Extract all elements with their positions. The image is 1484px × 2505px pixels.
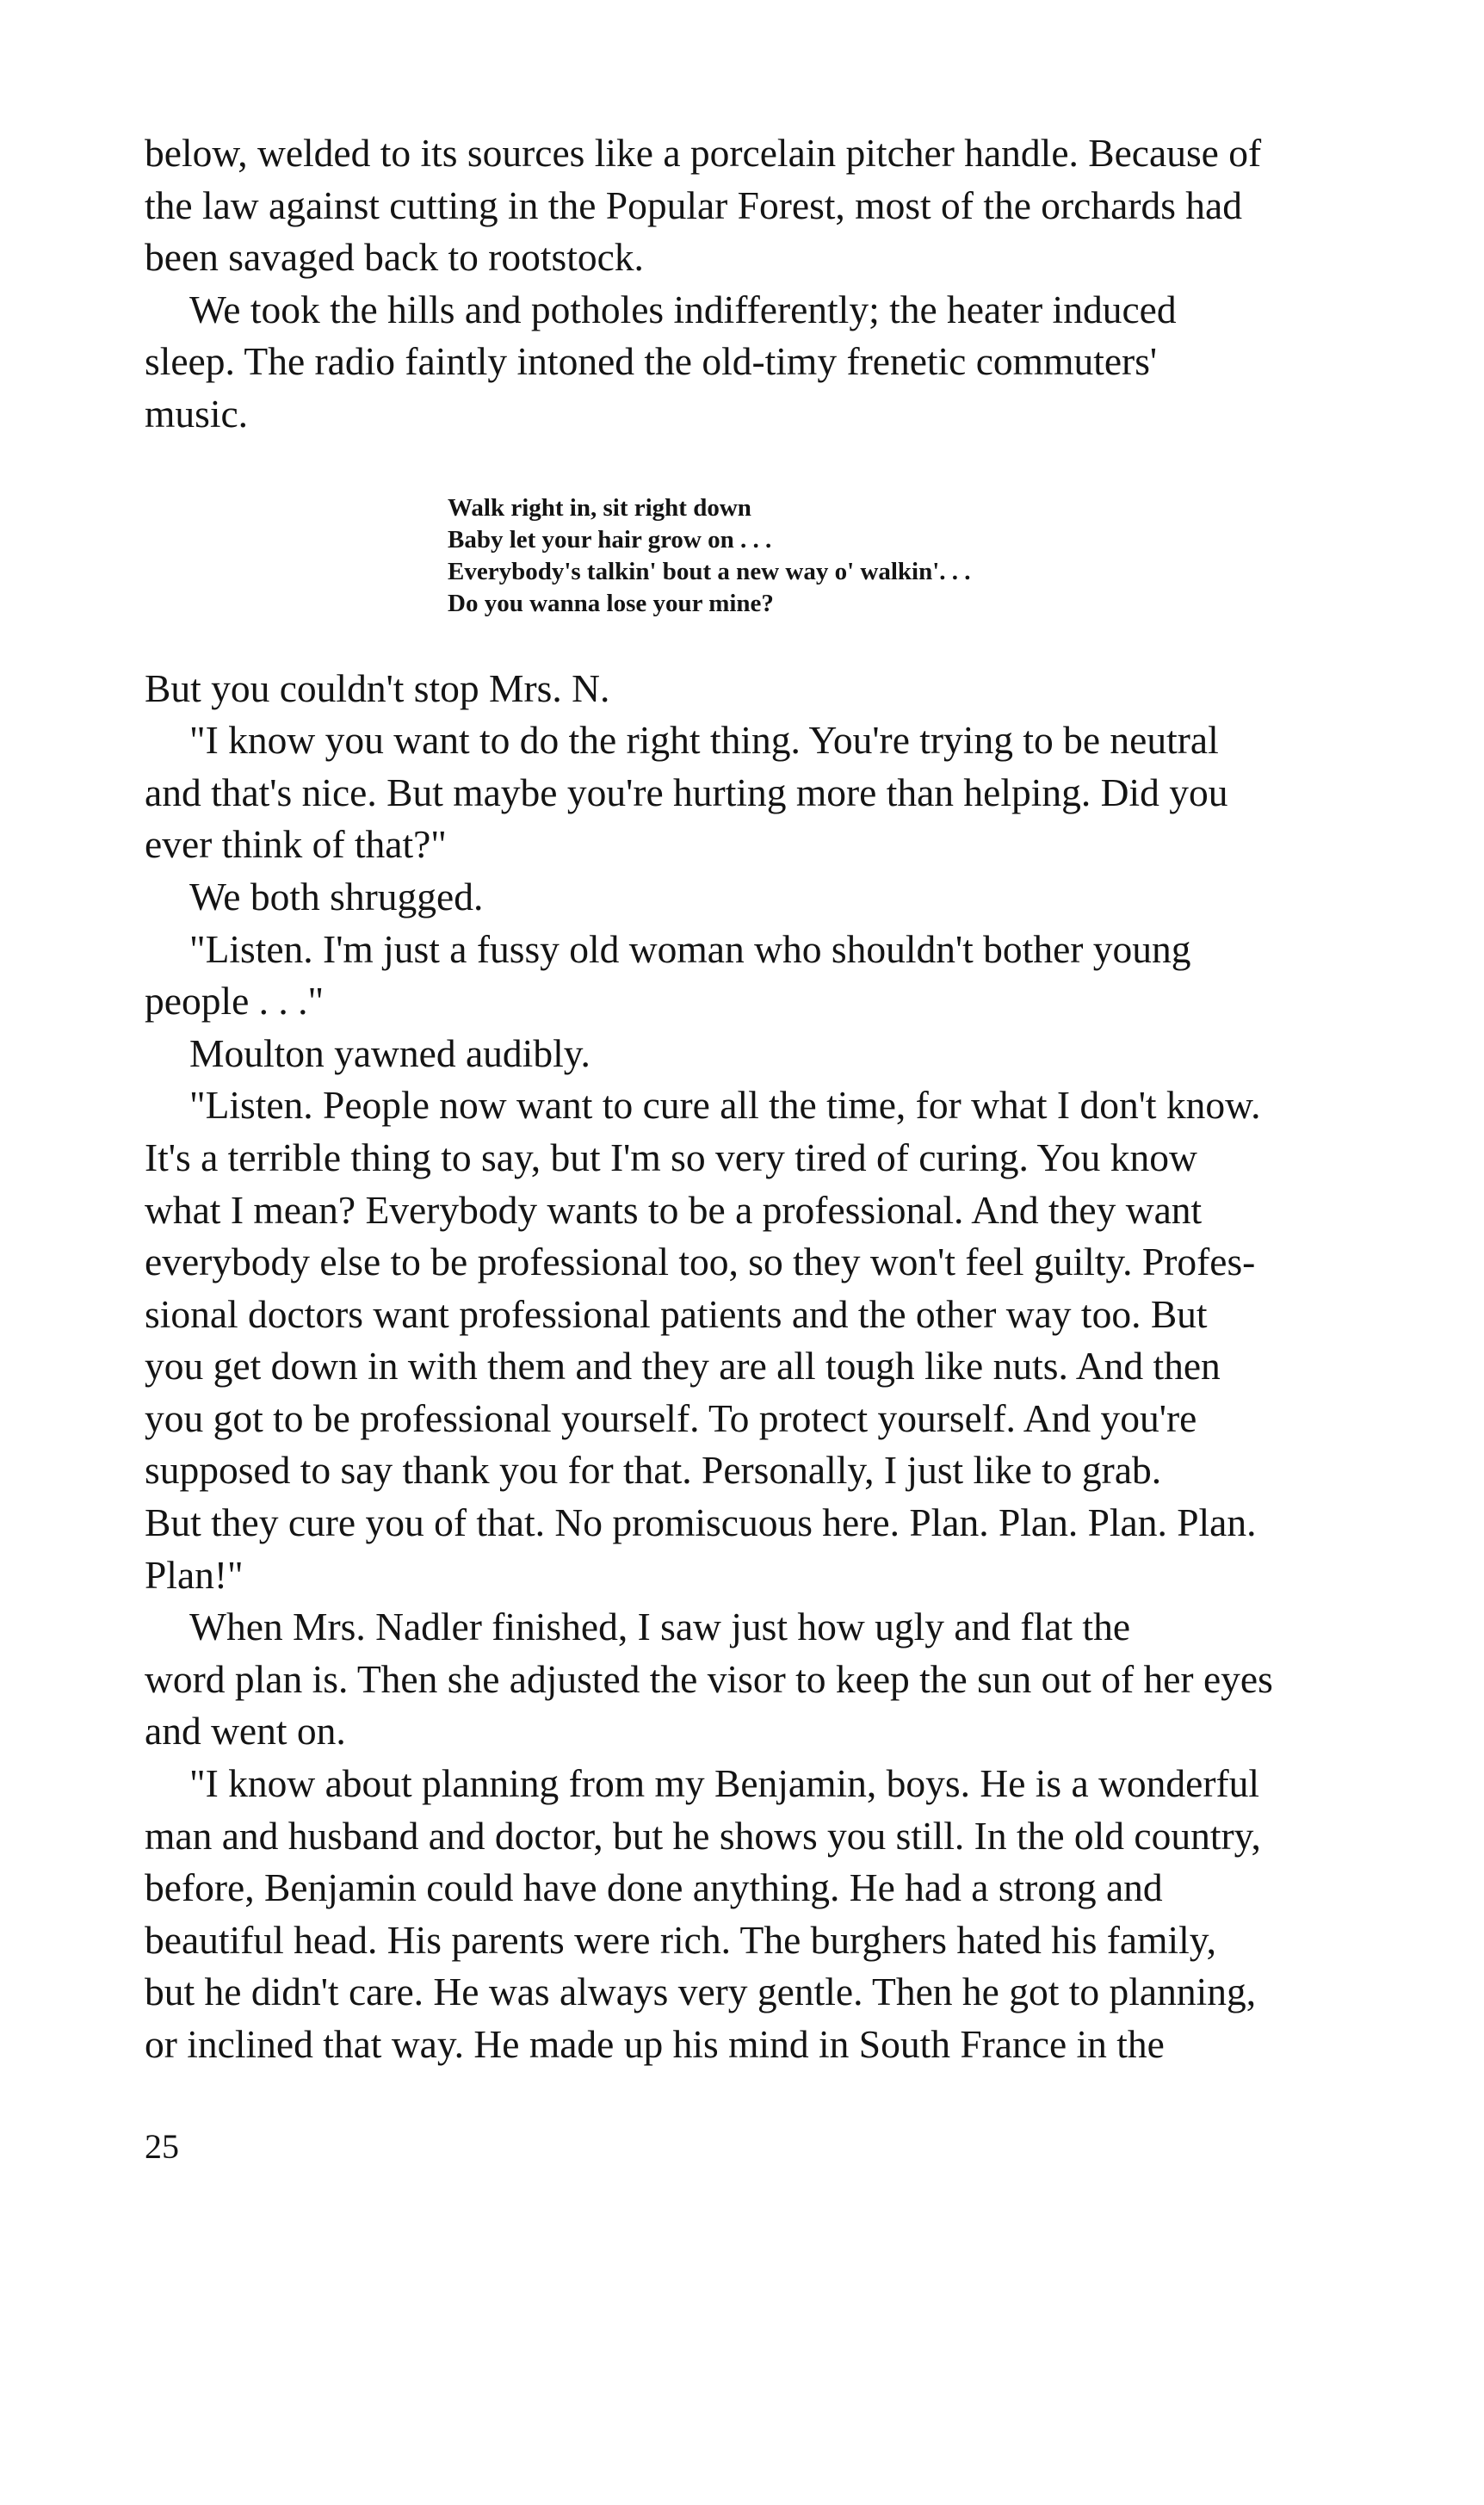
paragraph-8: "Listen. People now want to cure all the time, for what I don't know. It's a terrible thing to say, but I'm so very tired of curing. You know what I mean? Everybody wants to be a professional. And they want everybody else to be professional too, so they won't feel guilty. Profes- sional doctors want professional patients and the other way too. But you get down in with them and they are all tough like nuts. And then you got to be professional yourself. To protect yourself. And you're supposed to say thank you for that. Personally, I just like to grab. But they cure you of that. No promiscuous here. Plan. Plan. Plan. Plan. Plan!" <box>145 1083 1261 1597</box>
paragraph-3: But you couldn't stop Mrs. N. <box>145 665 610 710</box>
paragraph-2: We took the hills and potholes indifferently; the heater induced sleep. The radio faintly intoned the old-timy frenetic commuters' music. <box>145 287 1177 436</box>
paragraph-4: "I know you want to do the right thing. You're trying to be neutral and that's nice. But maybe you're hurting more than helping. Did you ever think of that?" <box>145 718 1228 867</box>
paragraph-5: We both shrugged. <box>189 874 484 918</box>
paragraph-9: When Mrs. Nadler finished, I saw just how ugly and flat the word plan is. Then she adjusted the visor to keep the sun out of her eyes and went on. <box>145 1605 1273 1754</box>
page-number: 25 <box>145 2127 179 2166</box>
paragraph-1: below, welded to its sources like a porcelain pitcher handle. Because of the law against cutting in the Popular Forest, most of the orchards had been savaged back to rootstock. <box>145 131 1262 280</box>
paragraph-6: "Listen. I'm just a fussy old woman who shouldn't bother young people . . ." <box>145 926 1191 1024</box>
paragraph-7: Moulton yawned audibly. <box>189 1030 591 1075</box>
paragraph-10: "I know about planning from my Benjamin, boys. He is a wonderful man and husband and doctor, but he shows you still. In the old country, before, Benjamin could have done anything. He had a strong and beautiful head. His parents were rich. The burghers hated his family, but he didn't care. He was always very gentle. Then he got to planning, or inclined that way. He made up his mind in South France in the <box>145 1761 1261 2066</box>
body-text <box>145 127 1341 2071</box>
song-lyrics: Walk right in, sit right down Baby let your hair grow on . . . Everybody's talkin' bout a new way o' walkin'. . . Do you wanna lose your mine? <box>448 493 971 617</box>
